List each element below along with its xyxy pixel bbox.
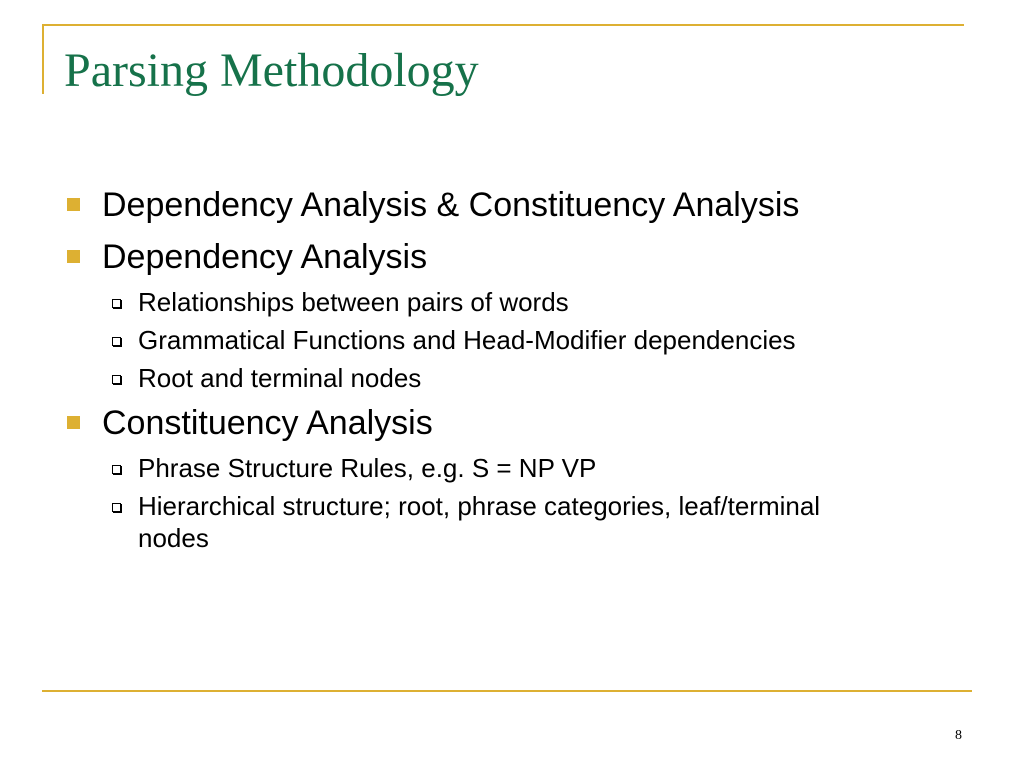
sub-bullet-text: Hierarchical structure; root, phrase categories, leaf/terminal nodes [138,491,821,553]
bullet-list [62,182,962,560]
sub-bullet-text: Relationships between pairs of words [138,287,569,317]
hollow-square-bullet-icon [112,503,121,512]
bullet-item [62,400,962,446]
bullet-item [62,234,962,280]
bullet-item [62,182,962,228]
square-bullet-icon [67,250,80,263]
bullet-text: Dependency Analysis & Constituency Analysis [102,186,800,224]
title-frame-top-rule [42,24,964,26]
slide-title: Parsing Methodology [64,44,479,97]
hollow-square-bullet-icon [112,299,121,308]
sub-bullet-item [112,490,962,554]
sub-bullet-item [112,452,962,484]
footer-rule [42,690,972,692]
bullet-text: Dependency Analysis [102,238,428,276]
square-bullet-icon [67,198,80,211]
sub-bullet-item [112,324,962,356]
sub-bullet-text: Root and terminal nodes [138,363,422,393]
square-bullet-icon [67,416,80,429]
sub-bullet-text: Grammatical Functions and Head-Modifier dependencies [138,325,796,355]
sub-bullet-item [112,362,962,394]
page-number: 8 [955,728,962,743]
sub-bullet-text: Phrase Structure Rules, e.g. S = NP VP [138,453,597,483]
hollow-square-bullet-icon [112,465,121,474]
title-frame-left-rule [42,24,44,94]
hollow-square-bullet-icon [112,375,121,384]
hollow-square-bullet-icon [112,337,121,346]
bullet-text: Constituency Analysis [102,404,433,442]
sub-bullet-item [112,286,962,318]
